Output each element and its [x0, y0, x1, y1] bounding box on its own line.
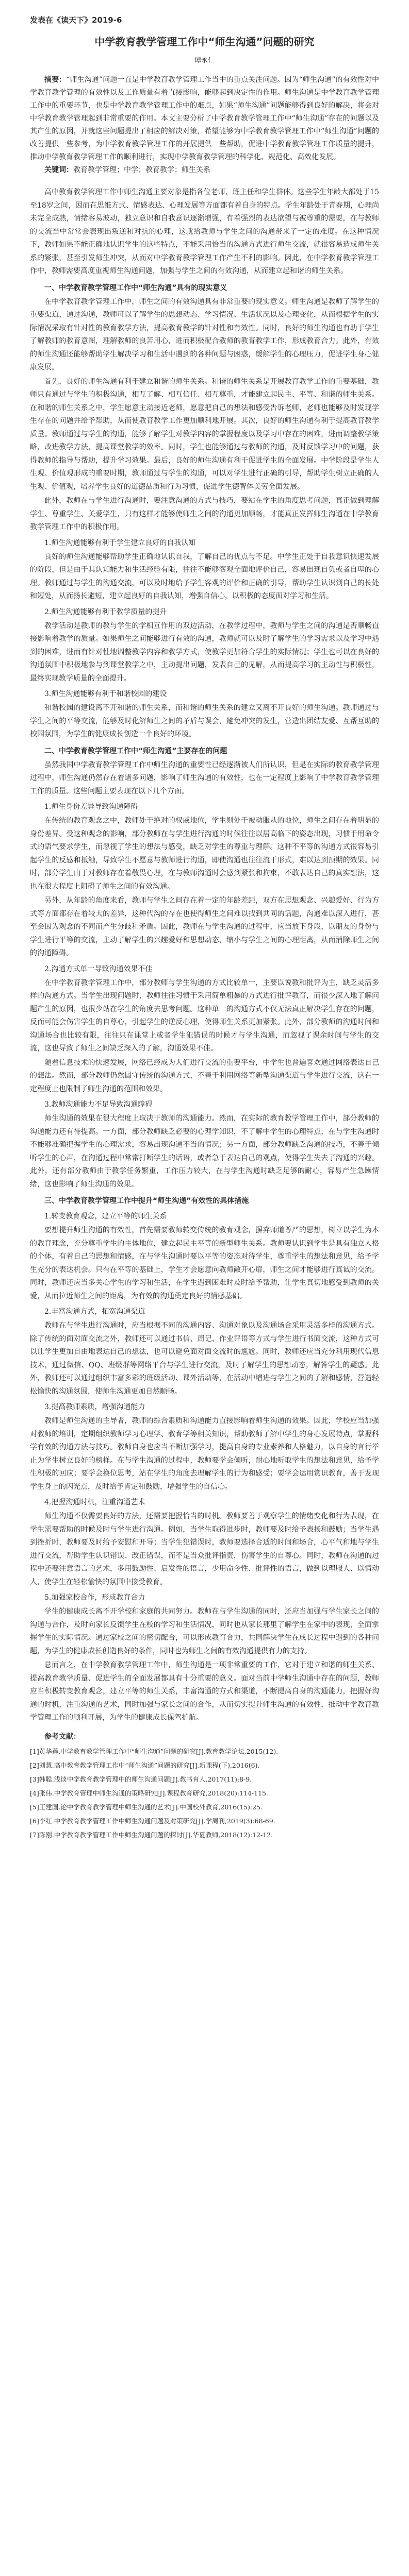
- abstract-text: “师生沟通”问题一直是中学教育教学管理工作当中的重点关注问题。因为“师生沟通”的有效性对中学教育教学管理的有效性以及工作质量有着直接影响，能够起到决定性的作用。师生沟通是中学教育教学管理工作中的重要环节，也是中学教育教学管理工作中的难点，如果“师生沟通”问题能够得到良好的解决，将会对中学教育教学管理起到非常重要的作用。本文主要分析了中学教育教学管理工作中“师生沟通”存在的问题以及其产生的原因，并就这些问题提出了相应的解决对策，希望能够为中学教育教学管理工作中“师生沟通”问题的改善提供一些参考，为中学教育教学管理工作的开展提供一些帮助，促进中学教育教学管理工作质量的提升，推动中学教育教学管理工作的顺利进行，实现中学教育教学管理的科学化、规范化、高效化发展。: [30, 76, 379, 161]
- article-body: [30, 186, 379, 1725]
- body-paragraph: 首先，良好的师生沟通有利于建立和谐的师生关系。和谐的师生关系是开展教育教学工作的重要基础，教师只有通过与学生的积极沟通，相互了解、相互信任、相互尊重，才能建立起民主、平等、和谐的师生关系。在和谐的师生关系之中，学生愿意主动接近老师，愿意把自己的想法和感受告诉老师，老师也能够及时发现学生存在的问题并给予帮助，从而使教育教学工作更加顺利地开展。其次，良好的师生沟通有利于提高教育教学质量。教师通过与学生的沟通，能够了解学生对教学内容的掌握程度以及学习中存在的困难，进而调整教学策略，改进教学方法，提高课堂教学的效率。同时，学生也能够通过与教师的沟通，及时反馈学习中的问题，获得教师的指导与帮助，提升学习效果。最后，良好的师生沟通有利于促进学生的全面发展。中学阶段是学生人生观、价值观形成的重要时期，教师通过与学生的沟通，可以对学生进行正确的引导，帮助学生树立正确的人生观、价值观，培养学生良好的道德品质和行为习惯，促进学生德智体美劳全面发展。: [30, 377, 379, 491]
- subsection-heading: 4.把握沟通时机，注重沟通艺术: [44, 1498, 145, 1506]
- body-paragraph: 此外，教师在与学生进行沟通时，要注意沟通的方式与技巧，要站在学生的角度思考问题，真正做到理解学生、尊重学生、关爱学生，只有这样才能够使师生之间的沟通更加顺畅，才能真正发挥师生沟通在中学教育教学管理工作中的积极作用。: [30, 497, 379, 531]
- publication-info: 发表在《读天下》2019-6: [30, 15, 122, 25]
- body-paragraph: 另外，从年龄的角度来看，教师与学生之间存在着一定的年龄差距，双方在思想观念、兴趣爱好、行为方式等方面都存在着较大的差异，这种代沟的存在也使得师生之间难以找到共同的话题，沟通难以深入进行，甚至会因为观念的不同而产生分歧和矛盾。因此，教师在与学生沟通的过程中，应当放下身段，以朋友的身份与学生进行平等的交流，主动了解学生的兴趣爱好和思想动态，缩小与学生之间的心理距离，从而消除师生之间的沟通障碍。: [30, 896, 379, 957]
- subsection-heading: 1.师生身份差异导致沟通障碍: [44, 803, 138, 811]
- body-paragraph: 要想提升师生沟通的有效性，首先需要教师转变传统的教育观念，摒弃师道尊严的思想，树立以学生为本的教育理念，充分尊重学生的主体地位，建立起民主平等的新型师生关系。教师要认识到学生是具有独立人格的个体，有着自己的思想和情感，在与学生沟通时要以平等的姿态对待学生，尊重学生的想法和意见，给予学生充分的表达机会。只有在平等的基础上，学生才会愿意向教师敞开心扉，师生之间才能够进行真诚的交流。同时，教师还应当多关心学生的学习和生活，在学生遇到困难时及时给予帮助，让学生真切地感受到教师的关爱，从而拉近师生之间的距离，为有效的沟通奠定良好的情感基础。: [30, 1226, 379, 1300]
- abstract: [30, 74, 379, 164]
- body-paragraph: 学生的健康成长离不开学校和家庭的共同努力。教师在与学生沟通的同时，还应当加强与学生家长之间的沟通与合作，及时向家长反馈学生在校的学习和生活情况，同时也从家长那里了解学生在家中的表现，全面掌握学生的实际情况。通过家校之间的密切配合，可以形成教育合力，共同解决学生在成长过程中遇到的各种问题，为学生的健康成长创造良好的条件，同时也为师生之间的有效沟通提供有力的支持。: [30, 1607, 379, 1655]
- subsection-heading: 1.转变教育观念，建立平等的师生关系: [44, 1212, 167, 1221]
- section-heading: 二、中学教育教学管理工作中“师生沟通”主要存在的问题: [44, 747, 227, 755]
- subsection-heading: 3.提高教师素质，增强沟通能力: [44, 1403, 145, 1411]
- subsection-heading: 2.沟通方式单一导致沟通效果不佳: [44, 964, 153, 973]
- reference-item: [6]李红.中学教育教学管理工作中师生沟通问题及对策研究[J].学周刊,2019(3):68-69.: [30, 1817, 275, 1825]
- reference-item: [7]陈刚.中学教育教学管理工作中师生沟通问题的探讨[J].华夏教师,2018(12):12-12.: [30, 1831, 273, 1839]
- references-heading: 参考文献：: [44, 1732, 80, 1741]
- body-paragraph: 在中学教育教学管理工作中，师生之间的有效沟通具有非常重要的现实意义。师生沟通是教师了解学生的重要渠道，通过沟通，教师可以了解学生的思想动态、学习情况、生活状况以及心理变化，从而根据学生的实际情况采取有针对性的教育教学方法，提高教育教学的针对性和有效性。同时，良好的师生沟通也有助于学生了解教师的教育意图，理解教师的良苦用心，进而积极配合教师的教育教学工作，形成教育合力。此外，有效的师生沟通还能够帮助学生解决学习和生活中遇到的各种问题与困惑，缓解学生的心理压力，促进学生身心健康发展。: [30, 297, 379, 371]
- reference-item: [1]黄华莲.中学教育教学管理工作中“师生沟通”问题的研究[J].教育教学论坛,2015(12).: [30, 1747, 279, 1755]
- subsection-heading: 1.师生沟通能够有利于学生建立良好的自我认知: [44, 538, 196, 547]
- keywords: [30, 164, 379, 177]
- abstract-label: 摘要：: [44, 76, 67, 84]
- subsection-heading: 2.师生沟通能够有利于教学质量的提升: [44, 607, 167, 616]
- subsection-heading: 5.加强家校合作，形成教育合力: [44, 1594, 145, 1602]
- body-paragraph: 教师在与学生进行沟通时，应当根据不同的沟通内容、沟通对象以及沟通场合采用灵活多样的沟通方式。除了传统的面对面交流之外，教师还可以通过书信、周记、作业评语等方式与学生进行书面交流，这种方式可以让学生更加自由地表达自己的想法，也可以避免面对面交流时的尴尬。同时，教师还应当充分利用现代信息技术，通过微信、QQ、班级群等网络平台与学生进行交流，及时了解学生的思想动态，解答学生的疑惑。此外，教师还可以通过组织丰富多彩的班级活动、课外活动等，在活动中增进与学生之间的了解和感情，营造轻松愉快的沟通氛围，使师生沟通更加自然顺畅。: [30, 1321, 379, 1396]
- body-paragraph: 师生沟通的效果在很大程度上取决于教师的沟通能力。然而，在实际的教育教学管理工作中，部分教师的沟通能力还有待提高。一方面，部分教师缺乏必要的心理学知识，不了解中学生的心理特点，在与学生沟通时不能够准确把握学生的心理需求，容易出现沟通不当的情况；另一方面，部分教师缺乏沟通的技巧，不善于倾听学生的心声，在沟通过程中常常打断学生的话语，或者急于表达自己的观点，使得学生失去了沟通的兴趣。此外，还有部分教师由于教学任务繁重，工作压力较大，在与学生沟通时缺乏足够的耐心，容易产生急躁情绪，这也影响了师生沟通的效果。: [30, 1114, 379, 1189]
- section-heading: 一、中学教育教学管理工作中“师生沟通”具有的现实意义: [44, 283, 227, 292]
- section-heading: 三、中学教育教学管理工作中提升“师生沟通”有效性的具体措施: [44, 1197, 249, 1205]
- reference-item: [2]刘慧.高中教育教学管理工作中“师生沟通”问题的研究[J].新课程(下),2016(6).: [30, 1761, 260, 1769]
- body-paragraph: 师生沟通不仅需要良好的方法，还需要把握恰当的时机。教师要善于观察学生的情绪变化和行为表现，在学生需要帮助的时候及时与学生进行沟通。例如，当学生取得进步时，教师要及时给予表扬和鼓励；当学生遇到挫折时，教师要及时给予安慰和开导；当学生犯错误时，教师要选择合适的时间和场合，心平气和地与学生进行交流，帮助学生认识错误、改正错误，而不是当众批评指责，伤害学生的自尊心。同时，教师在沟通的过程中还要注意语言的艺术，多用鼓励性、启发性的语言，少用命令性、批评性的语言，做到以理服人、以情动人，使学生在轻松愉快的氛围中接受教育。: [30, 1512, 379, 1586]
- reference-item: [5]王建国.论中学教育教学管理中师生沟通的艺术[J].中国校外教育,2016(15):25.: [30, 1803, 263, 1811]
- keywords-text: 教育教学管理；中学；教育教学；师生关系: [73, 166, 210, 174]
- body-paragraph: 随着信息技术的快速发展，网络已经成为人们进行交流的重要平台，中学生也普遍喜欢通过网络表达自己的想法。然而，部分教师仍然固守传统的沟通方式，不善于利用网络等新型沟通渠道与学生进行交流，这在一定程度上也限制了师生沟通的范围和效果。: [30, 1058, 379, 1093]
- subsection-heading: 3.师生沟通能够有利于和谐校园的建设: [44, 690, 167, 698]
- references-list: [30, 1745, 379, 1841]
- body-paragraph: 虽然我国中学教育教学管理工作中师生沟通的重要性已经逐渐被人们所认识，但是在实际的教育教学管理过程中，师生沟通仍然存在着诸多问题，影响了师生沟通的有效性，也在一定程度上影响了中学教育教学管理工作的质量。这些问题主要表现在以下几个方面。: [30, 760, 379, 795]
- body-paragraph: 和谐校园的建设离不开和谐的师生关系，而和谐的师生关系的建立又离不开良好的师生沟通。教师通过与学生之间的平等交流，能够及时化解师生之间的矛盾与误会，避免冲突的发生，营造出团结友爱、互帮互助的校园氛围，为学生的健康成长创造一个良好的环境。: [30, 704, 379, 738]
- body-paragraph: 高中教育教学管理工作中师生沟通主要对象是指各位老师、班主任和学生群体。这些学生年龄大都处于15至18岁之间，因而在思维方式、情感表达、心理发展等方面都有着自身的特点。学生年龄处于青春期，心理尚未完全成熟，情绪容易波动，独立意识和自我意识逐渐增强，有着强烈的表达欲望与被尊重的需要，在与教师的交流当中常常会表现出叛逆和对抗的心理，这就给教师与学生之间的沟通带来了一定的难度。在这种情况下，教师如果不能正确地认识学生的这些特点，不能采用恰当的沟通方式进行师生交流，就很容易造成师生关系的紧张，甚至引发师生冲突，从而对中学教育教学管理工作产生不利的影响。因此，在中学教育教学管理工作中，教师需要高度重视师生沟通问题，加强与学生之间的有效沟通，从而建立起和谐的师生关系。: [30, 188, 379, 275]
- subsection-heading: 2.丰富沟通方式，拓宽沟通渠道: [44, 1308, 145, 1316]
- reference-item: [4]张伟.中学教育管理中师生沟通的策略研究[J].课程教育研究,2018(20):114-115.: [30, 1789, 268, 1797]
- article-title: 中学教育教学管理工作中“师生沟通”问题的研究: [94, 36, 315, 48]
- keywords-label: 关键词：: [44, 166, 73, 174]
- subsection-heading: 3.教师沟通能力不足导致沟通障碍: [44, 1100, 153, 1109]
- body-paragraph: 良好的师生沟通能够帮助学生正确地认识自我，了解自己的优点与不足。中学生正处于自我意识快速发展的阶段，但是由于其认知能力和生活经验有限，往往不能够客观全面地评价自己，容易出现自负或者自卑的心理。教师通过与学生的沟通交流，可以及时地给予学生客观的评价和正确的引导，帮助学生认识到自己的长处和短处，从而扬长避短，建立起良好的自我认知，增强自信心，以积极的态度面对学习和生活。: [30, 552, 379, 600]
- body-paragraph: 总而言之，在中学教育教学管理工作中，师生沟通是一项非常重要的工作，它对于建立和谐的师生关系、提高教育教学质量、促进学生的全面发展都具有十分重要的意义。面对当前中学师生沟通中存在的问题，教师应当积极转变教育观念，建立平等的师生关系，丰富沟通的方式和渠道，不断提高自身的沟通能力，把握好沟通的时机，注重沟通的艺术，同时加强与家长之间的合作，从而切实提升师生沟通的有效性，推动中学教育教学管理工作的顺利开展，为学生的健康成长保驾护航。: [30, 1661, 379, 1722]
- author-name: 谭永仁: [194, 57, 215, 64]
- body-paragraph: 教师是师生沟通的主导者，教师的综合素质和沟通能力直接影响着师生沟通的效果。因此，学校应当加强对教师的培训，定期组织教师学习心理学、教育学等相关知识，帮助教师了解中学生的身心发展特点，掌握科学有效的沟通方法与技巧。教师自身也应当不断加强学习，提高自身的专业素养和人格魅力，以自身的言行举止为学生树立良好的榜样。在与学生沟通的过程中，教师要学会倾听，耐心地听取学生的想法和意见，给予学生积极的回应；要学会换位思考，站在学生的角度去理解学生的行为和感受；要学会运用赏识教育，善于发现学生身上的闪光点，及时给予肯定和鼓励，增强学生的自信心。: [30, 1417, 379, 1491]
- body-paragraph: 教学活动是教师的教与学生的学相互作用的双边活动，在教学过程中，教师与学生之间的沟通是否顺畅直接影响着教学的质量。如果师生之间能够进行有效的沟通，教师就可以及时了解学生的学习需求以及学习中遇到的困难，进而有针对性地调整教学内容和教学方式，使教学更加符合学生的实际情况；学生也可以在良好的沟通氛围中积极地参与到课堂教学之中，主动提出问题，发表自己的见解，从而提高学习的主动性与积极性，最终实现教学质量的全面提升。: [30, 621, 379, 683]
- reference-item: [3]韩聪.浅谈中学教育教学管理中的师生沟通问题[J].教书育人,2017(11):8-9.: [30, 1775, 252, 1783]
- body-paragraph: 在中学教育教学管理工作中，部分教师与学生沟通的方式比较单一，主要以说教和批评为主，缺乏灵活多样的沟通方式。当学生出现问题时，教师往往习惯于采用简单粗暴的方式进行批评教育，而很少深入地了解问题产生的原因，也很少站在学生的角度去思考问题。这种单一的沟通方式不仅无法真正解决学生存在的问题，反而可能会伤害学生的自尊心，引起学生的逆反心理，使得师生关系更加紧张。此外，部分教师的沟通时间和沟通场合也比较有限，往往只在课堂上或者学生犯错误的时候才与学生沟通，而忽视了课余时间与学生的交流，这也导致了师生之间缺乏深入的了解，沟通效果不佳。: [30, 978, 379, 1053]
- body-paragraph: 在传统的教育观念之中，教师处于绝对的权威地位，学生则处于被动服从的地位，师生之间存在着明显的身份差异。受这种观念的影响，部分教师在与学生进行沟通的时候往往以居高临下的姿态出现，习惯于用命令式的语气要求学生，而忽视了学生的想法与感受，缺乏对学生的尊重与理解。这种不平等的沟通方式很容易引起学生的反感和抵触，导致学生不愿意与教师进行沟通，即使沟通也往往流于形式，难以达到预期的效果。同时，部分学生由于对教师存在着敬畏心理，在与教师沟通时会感到紧张和拘束，不敢表达自己的真实想法，这也在很大程度上阻碍了师生之间的有效沟通。: [30, 817, 379, 891]
